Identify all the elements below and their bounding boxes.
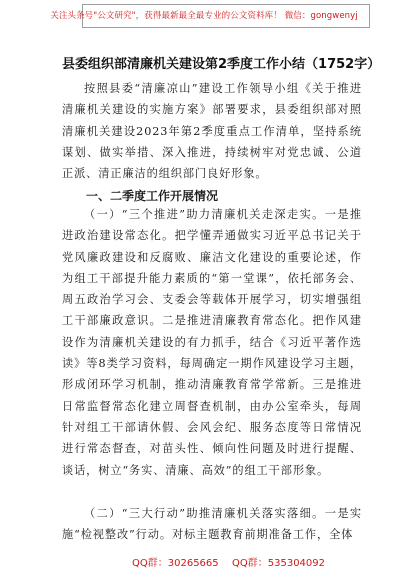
intro-paragraph: 按照县委“清廉凉山”建设工作领导小组《关于推进清廉机关建设的实施方案》部署要求，县委组织部对照清廉机关建设2023年第2季度重点工作清单，坚持系统谋划、做实举措、深入推进，持续树牢对党忠诚、公道正派、清正廉洁的组织部门良好形象。: [62, 82, 362, 181]
section-heading: 一、二季度工作开展情况: [86, 189, 219, 203]
footer-qq-group-2: QQ群：535304092: [232, 558, 326, 569]
document-title: 县委组织部清廉机关建设第2季度工作小结（1752字）: [62, 57, 381, 72]
body-paragraph-1: （一）“三个推进”助力清廉机关走深走实。一是推进政治建设常态化。把学懂弄通做实习近平总书记关于党风廉政建设和反腐败、廉洁文化建设的重要论述，作为组工干部提升能力素质的“第一堂课”，依托部务会、周五政治学习会、支委会等载体开展学习，切实增强组工干部廉政意识。二是推进清廉教育常态化。把作风建设作为清廉机关建设的有力抓手，结合《习近平著作选读》等8类学习资料，每周确定一期作风建设学习主题，形成闭环学习机制，推动清廉教育常学常新。三是推进日常监督常态化建立周督查机制，由办公室牵头，每周针对组工干部请休假、会风会纪、服务态度等日常情况进行常态督查，对苗头性、倾向性问题及时进行提醒、谈话，树立“务实、清廉、高效”的组工干部形象。: [62, 208, 362, 477]
footer: [0, 554, 408, 570]
body-paragraph-2: （二）“三大行动”助推清廉机关落实落细。一是实施“检视整改”行动。对标主题教育前期准备工作，全体: [62, 507, 362, 542]
banner-text: 关注头条号"公文研究"，获得最新最全最专业的公文资料库！ 微信：gongwenyj: [50, 11, 358, 21]
footer-qq-group-1: QQ群：30265665: [132, 558, 219, 569]
header-banner: [0, 4, 408, 28]
